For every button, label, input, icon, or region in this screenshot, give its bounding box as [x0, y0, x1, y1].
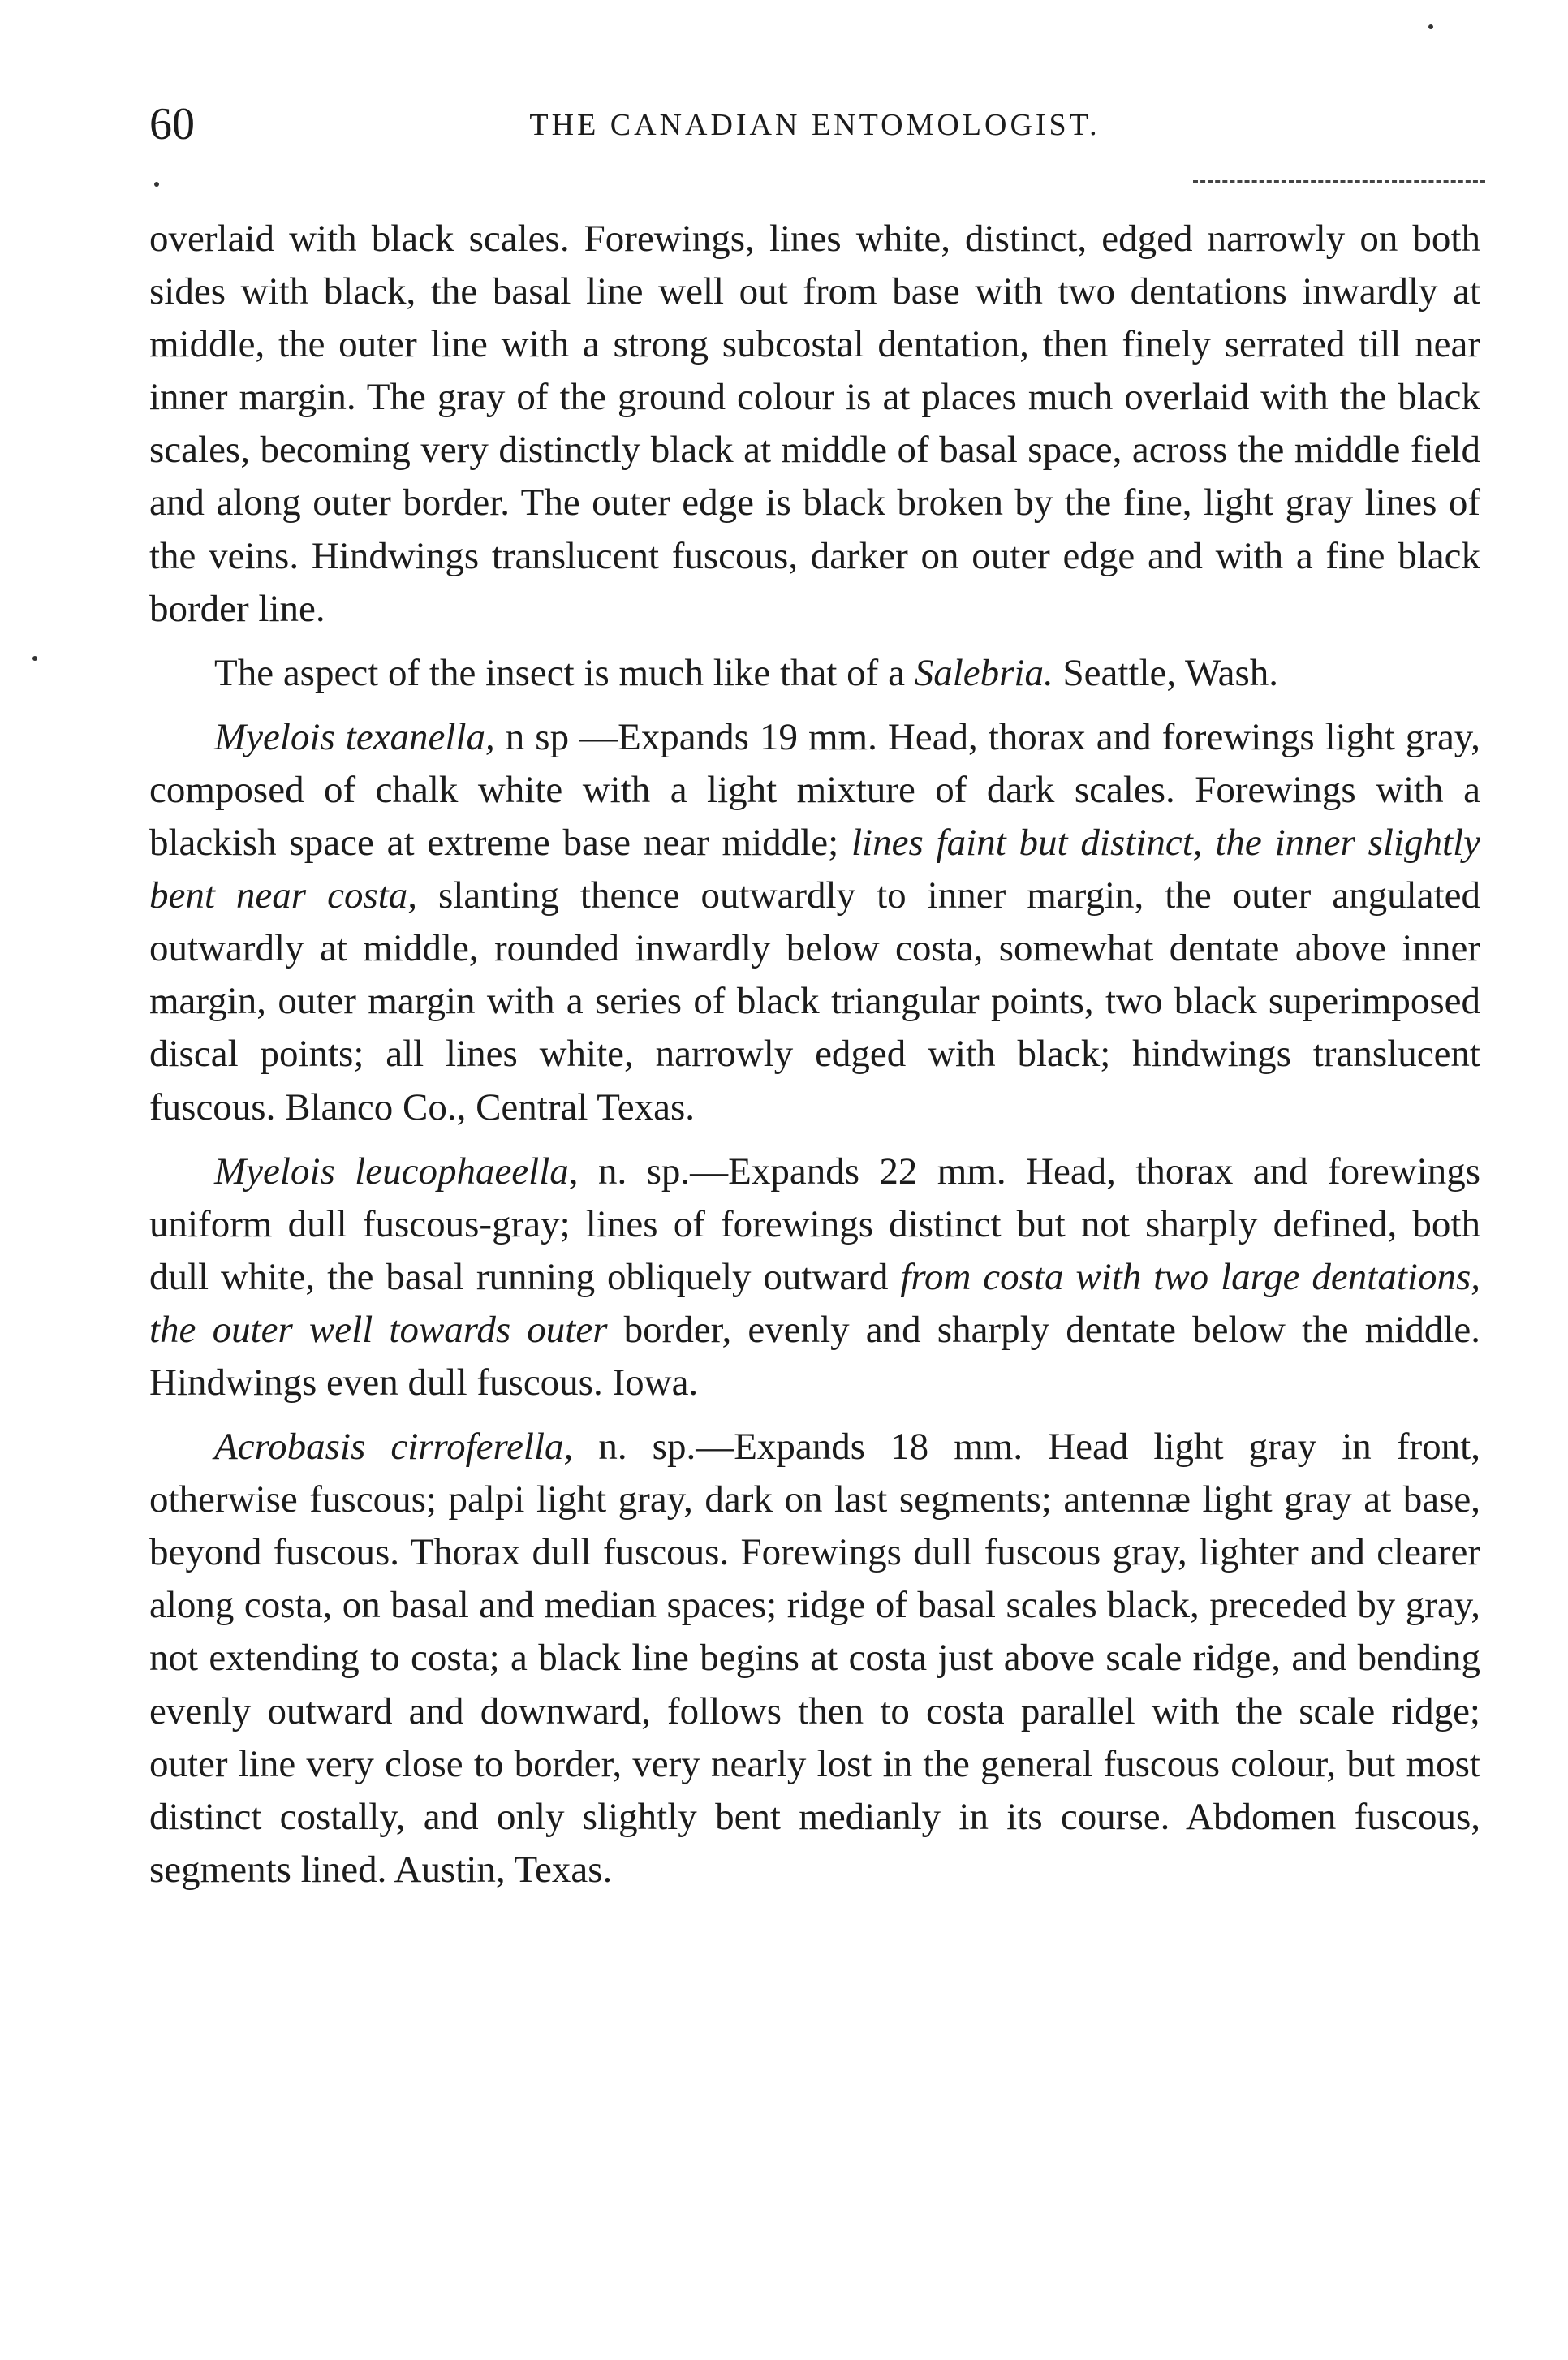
genus-name: Salebria. [914, 651, 1053, 694]
paragraph-text: border, evenly and sharply dentate below the middle. Hindwings even dull fuscous. Iowa. [149, 1308, 1480, 1404]
paragraph-aspect [149, 647, 1480, 700]
italic-passage: from costa with two large dentations, the outer well towards outer [149, 1255, 1481, 1351]
paragraph-text: The aspect of the insect is much like that of a [214, 651, 915, 694]
header-rule [1193, 180, 1485, 183]
paragraph-text: n. sp.—Expands 18 mm. Head light gray in front, otherwise fuscous; palpi light gray, dark on last segments; antennæ light gray at base, beyond fuscous. Thorax dull fuscous. Forewings dull fuscous gray, lighter and clearer along costa, on basal and median spaces; ridge of basal scales black, preceded by gray, not extending to costa; a black line begins at costa just above scale ridge, and bending evenly outward and downward, follows then to costa parallel with the scale ridge; outer line very close to border, very nearly lost in the general fuscous colour, but most distinct costally, and only slightly bent medianly in its course. Abdomen fuscous, segments lined. Austin, Texas. [149, 1426, 1480, 1891]
species-name: Myelois texanella, [214, 715, 495, 758]
species-entry-myelois-leucophaeella [149, 1145, 1480, 1409]
running-head: THE CANADIAN ENTOMOLOGIST. [529, 108, 1101, 142]
print-speck [32, 656, 37, 661]
paragraph-text: slanting thence outwardly to inner margin, the outer angulated outwardly at middle, rounded inwardly below costa, somewhat dentate above inner margin, outer margin with a series of black triangular points, two black superimposed discal points; all lines white, narrowly edged with black; hindwings translucent fuscous. Blanco Co., Central Texas. [149, 874, 1480, 1128]
species-name: Myelois leucophaeella, [214, 1150, 579, 1193]
print-speck [154, 182, 159, 187]
paragraph-text: n sp —Expands 19 mm. Head, thorax and forewings light gray, composed of chalk white with a light mixture of dark scales. Forewings with a blackish space at extreme base near middle; [149, 715, 1480, 865]
paragraph-text: n. sp.—Expands 22 mm. Head, thorax and forewings uniform dull fuscous-gray; lines of forewings distinct but not sharply defined, both dull white, the basal running obliquely outward [149, 1150, 1480, 1298]
print-speck [1428, 24, 1433, 29]
species-entry-myelois-texanella [149, 711, 1480, 1134]
paragraph-text: Seattle, Wash. [1053, 651, 1279, 694]
page-header [149, 96, 1480, 153]
paragraph-text: overlaid with black scales. Forewings, lines white, distinct, edged narrowly on both sides with black, the basal line well out from base with two dentations inwardly at middle, the outer line with a strong subcostal dentation, then finely serrated till near inner margin. The gray of the ground colour is at places much overlaid with the black scales, becoming very distinctly black at middle of basal space, across the middle field and along outer border. The outer edge is black broken by the fine, light gray lines of the veins. Hindwings translucent fuscous, darker on outer edge and with a fine black border line. [149, 218, 1480, 630]
italic-passage: lines faint but distinct, the inner slightly bent near costa, [149, 822, 1481, 917]
paragraph-continuation [149, 213, 1480, 636]
species-entry-acrobasis-cirroferella [149, 1421, 1480, 1896]
species-name: Acrobasis cirroferella, [214, 1426, 574, 1469]
page-number: 60 [149, 99, 195, 149]
body-text [149, 213, 1480, 1908]
